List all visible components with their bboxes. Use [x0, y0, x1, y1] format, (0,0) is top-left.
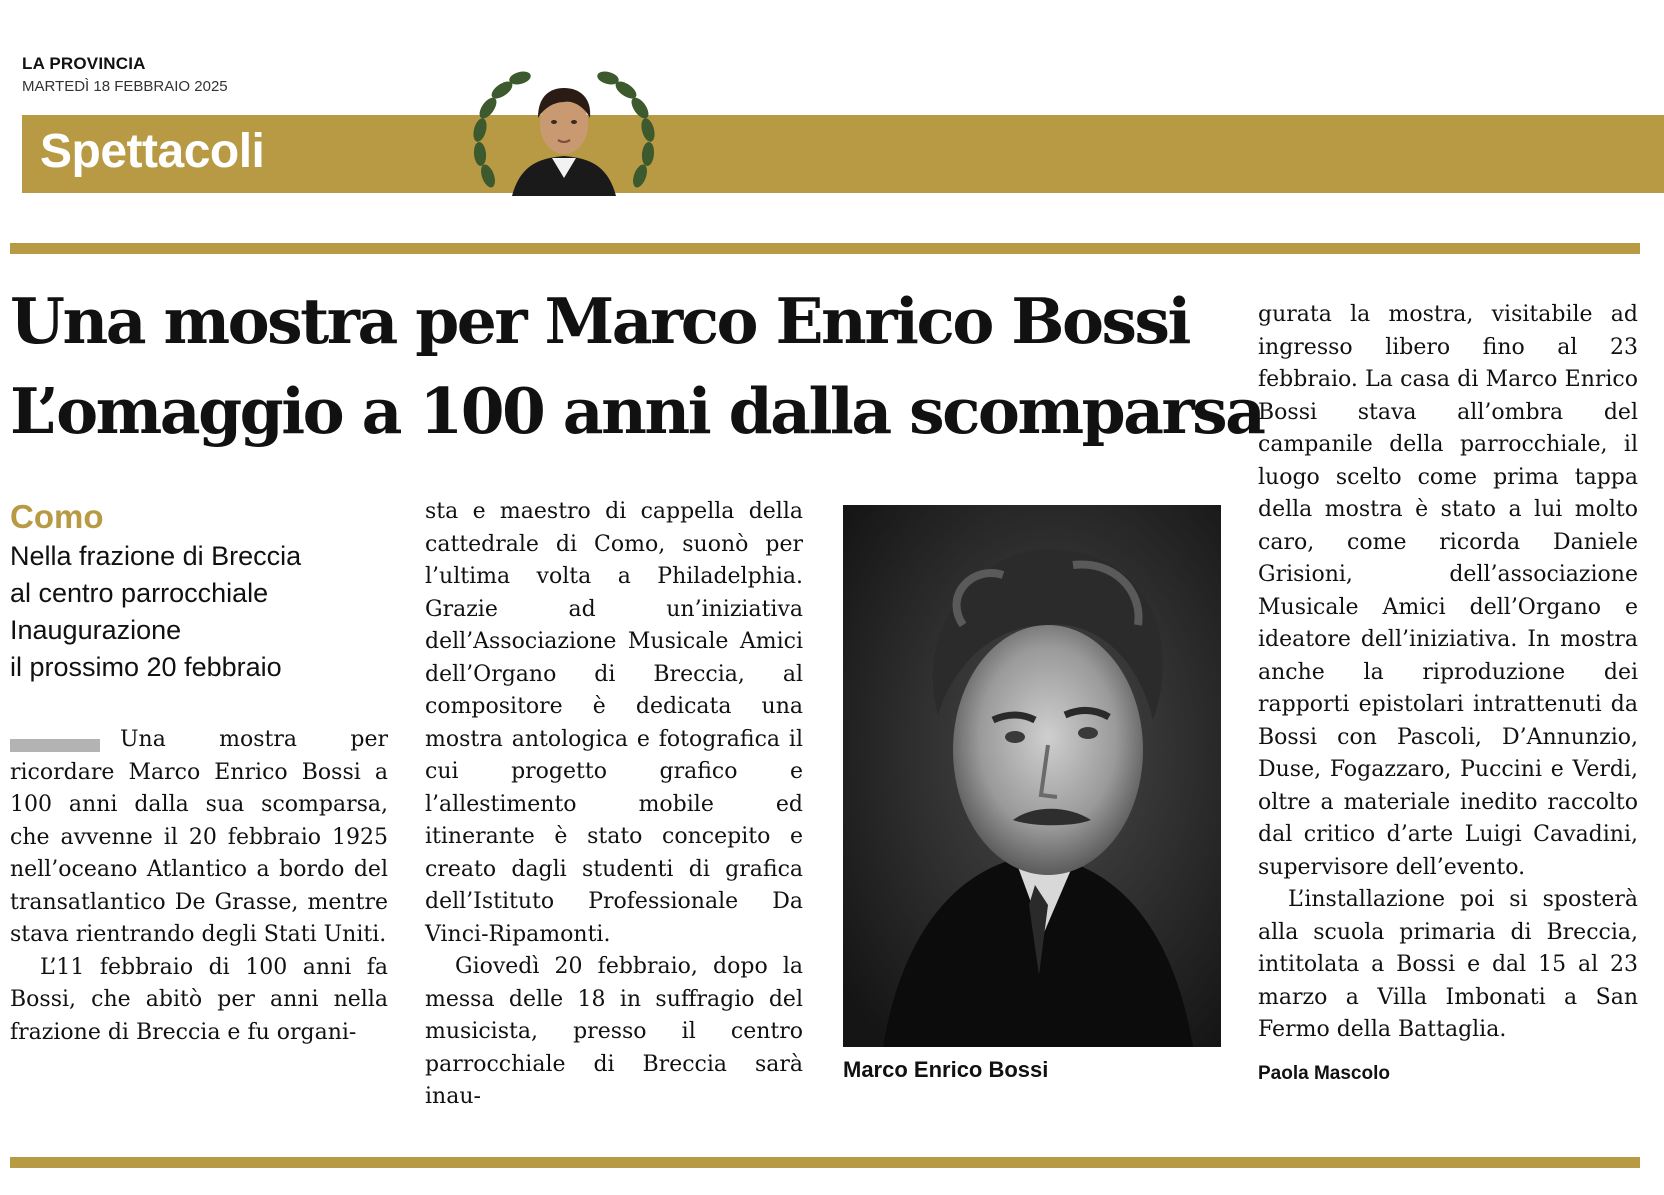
issue-date: MARTEDÌ 18 FEBBRAIO 2025 [22, 78, 228, 95]
paragraph: gurata la mostra, visitabile ad ingresso libero fino al 23 febbraio. La casa di Marco Enrico Bossi stava all’ombra del campanile della parrocchiale, il luogo scelto come prima tappa della mostra è stato a lui molto caro, come ricorda Daniele Grisioni, dell’associazione Musicale Amici dell’Organo e ideatore dell’iniziativa. In mostra anche la riproduzione dei rapporti epistolari intrattenuti da Bossi con Pascoli, D’Annunzio, Duse, Fogazzaro, Puccini e Verdi, oltre a materiale inedito raccolto dal critico d’arte Luigi Cavadini, supervisore dell’evento. [1258, 302, 1638, 880]
portrait-photo-image [843, 505, 1221, 1047]
section-title: Spettacoli [40, 125, 265, 178]
headline-line-1: Una mostra per Marco Enrico Bossi [10, 284, 1189, 358]
top-rule [10, 243, 1640, 254]
kicker-subheading [10, 538, 380, 686]
article-column-1 [10, 724, 388, 1049]
paragraph: Giovedì 20 febbraio, dopo la messa delle 18 in suffragio del musicista, presso il centro parrocchiale di Breccia sarà inau- [425, 954, 803, 1109]
article-column-3 [1258, 299, 1638, 1047]
bottom-rule [10, 1157, 1640, 1168]
kicker-line: al centro parrocchiale [10, 578, 269, 608]
headline-line-2: L’omaggio a 100 anni dalla scomparsa [10, 374, 1264, 448]
paragraph: L’installazione poi si sposterà alla scuola primaria di Breccia, intitolata a Bossi e dal 15 al 23 marzo a Villa Imbonati a San Fermo della Battaglia. [1258, 887, 1638, 1042]
photo-caption: Marco Enrico Bossi [843, 1057, 1049, 1082]
kicker-line: Inaugurazione [10, 615, 182, 645]
portrait-photo [843, 505, 1221, 1047]
kicker-line: Nella frazione di Breccia [10, 541, 302, 571]
paragraph: Una mostra per ricordare Marco Enrico Bossi a 100 anni dalla sua scomparsa, che avvenne il 20 febbraio 1925 nell’oceano Atlantico a bordo del transatlantico De Grasse, mentre stava rientrando degli Stati Uniti. [10, 727, 388, 947]
laurel-wreath-portrait-icon [468, 66, 660, 196]
article-column-2 [425, 496, 803, 1114]
author-byline: Paola Mascolo [1258, 1063, 1390, 1084]
paragraph: L’11 febbraio di 100 anni fa Bossi, che abitò per anni nella frazione di Breccia e fu organi- [10, 954, 388, 1045]
section-band [22, 115, 1664, 193]
kicker-line: il prossimo 20 febbraio [10, 652, 282, 682]
paragraph: sta e maestro di cappella della cattedrale di Como, suonò per l’ultima volta a Philadelphia. Grazie ad un’iniziativa dell’Associazione Musicale Amici dell’Organo di Breccia, al compositore è dedicata una mostra antologica e fotografica il cui progetto grafico e l’allestimento mobile ed itinerante è stato concepito e creato dagli studenti di grafica dell’Istituto Professionale Da Vinci-Ripamonti. [425, 499, 803, 947]
newspaper-name: LA PROVINCIA [22, 54, 146, 73]
kicker-place: Como [10, 498, 104, 535]
